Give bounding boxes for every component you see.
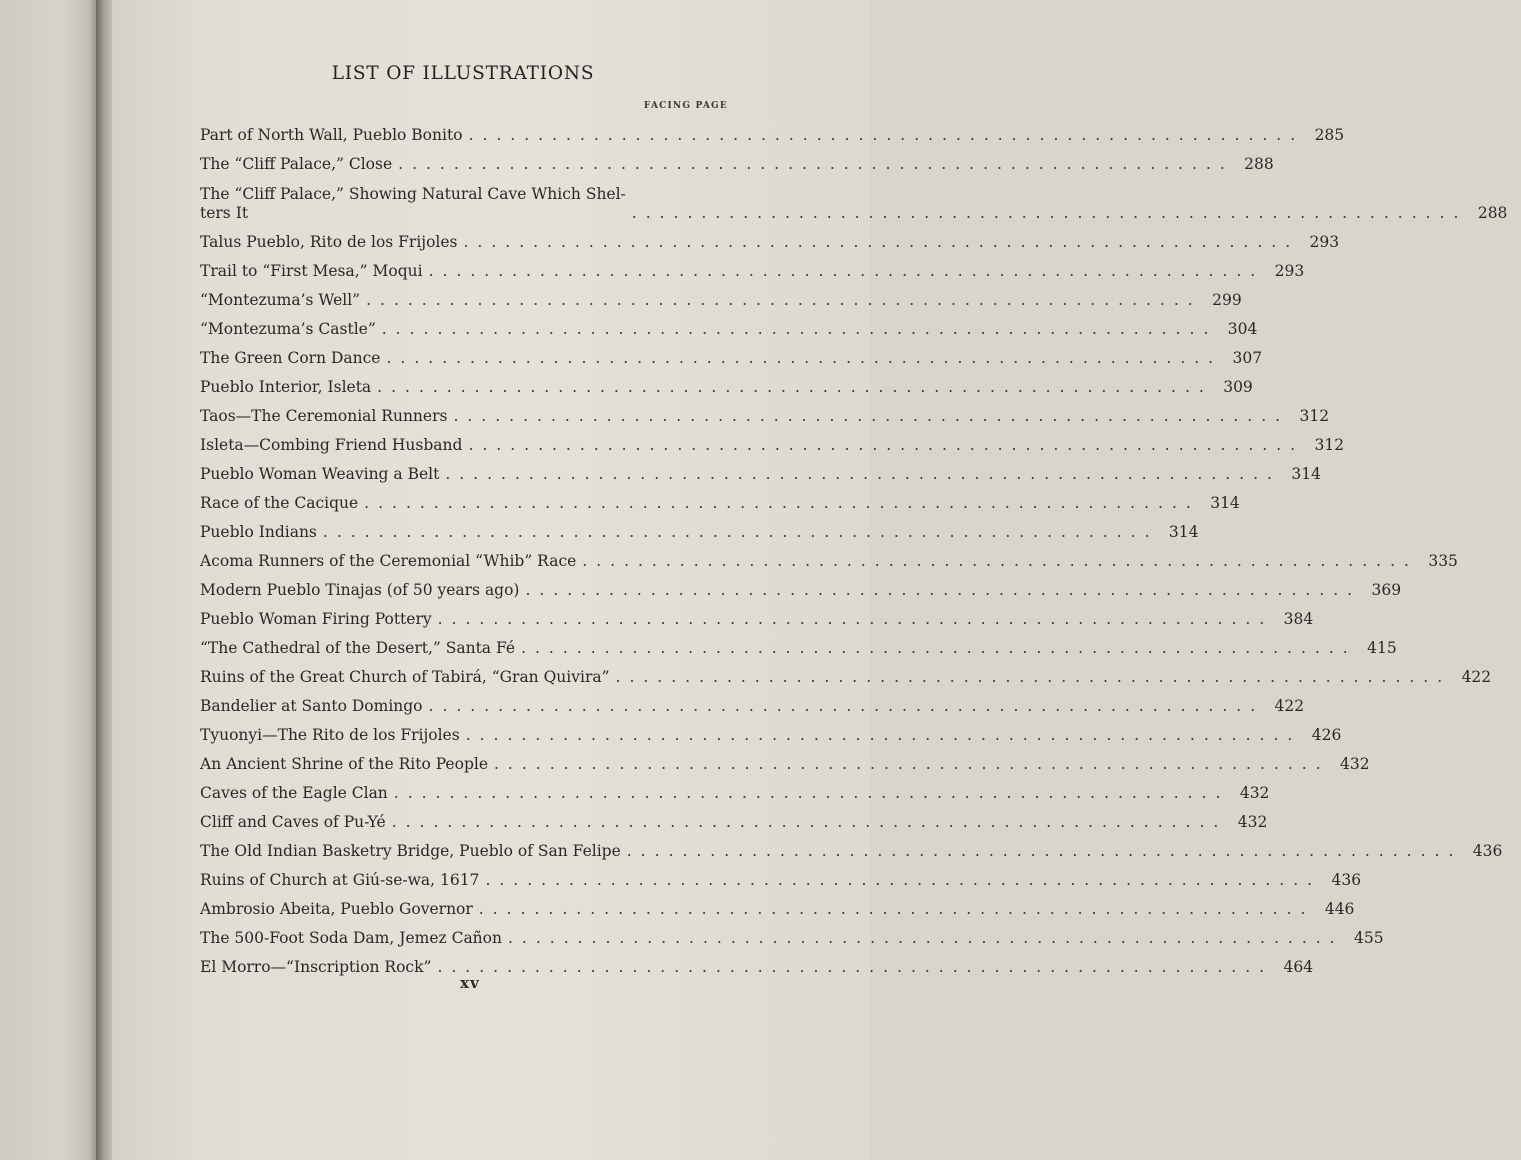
entry-page-number: 309 — [1223, 378, 1253, 396]
dot-leader: ............................................................ — [386, 349, 1223, 367]
entry-title: Race of the Cacique — [200, 494, 359, 512]
entry-title: Isleta—Combing Friend Husband — [200, 436, 463, 454]
entry-page-number: 422 — [1274, 697, 1305, 715]
entry-title: Modern Pueblo Tinajas (of 50 years ago) — [200, 581, 520, 599]
list-item — [200, 145, 1274, 174]
dot-leader: ............................................................ — [393, 784, 1230, 802]
list-item — [200, 455, 1321, 484]
list-item — [200, 600, 1314, 629]
dot-leader: ............................................................ — [381, 320, 1218, 338]
list-item — [200, 919, 1384, 948]
entry-title: The 500-Foot Soda Dam, Jemez Cañon — [200, 929, 502, 947]
list-item — [200, 890, 1355, 919]
dot-leader: ............................................................ — [377, 378, 1213, 396]
list-item — [200, 397, 1330, 426]
entry-page-number: 312 — [1299, 407, 1330, 425]
entry-page-number: 335 — [1428, 552, 1458, 570]
entry-title: “Montezuma’s Well” — [200, 291, 361, 309]
facing-page-header: FACING PAGE — [643, 101, 728, 111]
dot-leader: ............................................................ — [437, 958, 1274, 976]
list-item — [200, 716, 1342, 745]
dot-leader: ............................................................ — [391, 813, 1228, 831]
entry-page-number: 436 — [1331, 871, 1362, 889]
entry-title: Tyuonyi—The Rito de los Frijoles — [200, 726, 460, 744]
dot-leader: ............................................................ — [478, 900, 1315, 918]
dot-leader: ............................................................ — [615, 668, 1452, 686]
entry-page-number: 314 — [1210, 494, 1240, 512]
dot-leader: ............................................................ — [428, 697, 1265, 715]
entry-page-number: 285 — [1314, 126, 1345, 144]
entry-page-number: 293 — [1274, 262, 1305, 280]
entry-page-number: 432 — [1239, 784, 1270, 802]
entry-title: Trail to “First Mesa,” Moqui — [200, 262, 423, 280]
entry-page-number: 288 — [1477, 204, 1508, 222]
dot-leader: ............................................................ — [485, 871, 1322, 889]
entry-page-number: 314 — [1168, 523, 1199, 541]
entry-title: “The Cathedral of the Desert,” Santa Fé — [200, 639, 516, 657]
dot-leader: ............................................................ — [366, 291, 1202, 309]
entry-page-number: 436 — [1472, 842, 1503, 860]
list-item — [200, 658, 1492, 687]
list-item — [200, 687, 1305, 716]
entry-page-number: 384 — [1283, 610, 1314, 628]
left-page-edge — [0, 0, 100, 1160]
dot-leader: ............................................................ — [626, 842, 1463, 860]
entry-title: The Old Indian Basketry Bridge, Pueblo of San Felipe — [200, 842, 621, 860]
dot-leader: ............................................................ — [398, 155, 1234, 173]
dot-leader: ............................................................ — [521, 639, 1357, 657]
entry-page-number: 432 — [1340, 755, 1370, 773]
entry-title: Bandelier at Santo Domingo — [200, 697, 423, 715]
dot-leader: ............................................................ — [582, 552, 1418, 570]
dot-leader: ............................................................ — [364, 494, 1200, 512]
list-item — [200, 339, 1263, 368]
entry-title-line1: The “Cliff Palace,” Showing Natural Cave Which Shel- — [200, 185, 626, 203]
entry-title: The Green Corn Dance — [200, 349, 381, 367]
list-item — [200, 948, 1314, 977]
list-item — [200, 832, 1503, 861]
list-item — [200, 368, 1253, 397]
entry-title: Acoma Runners of the Ceremonial “Whib” Race — [200, 552, 577, 570]
list-item — [200, 252, 1305, 281]
entry-title-wrap — [200, 185, 626, 223]
page-folio: xv — [460, 974, 480, 992]
dot-leader: ............................................................ — [437, 610, 1274, 628]
dot-leader: ............................................................ — [525, 581, 1362, 599]
entry-title: El Morro—“Inscription Rock” — [200, 958, 432, 976]
entry-page-number: 299 — [1212, 291, 1242, 309]
entry-title: Cliff and Caves of Pu-Yé — [200, 813, 386, 831]
dot-leader: ............................................................ — [631, 204, 1468, 222]
list-item — [200, 281, 1242, 310]
entry-title: Pueblo Woman Firing Pottery — [200, 610, 432, 628]
entry-page-number: 415 — [1367, 639, 1397, 657]
list-item — [200, 774, 1270, 803]
entry-title: Taos—The Ceremonial Runners — [200, 407, 448, 425]
entry-title: Talus Pueblo, Rito de los Frijoles — [200, 233, 458, 251]
list-item — [200, 861, 1362, 890]
dot-leader: ............................................................ — [507, 929, 1344, 947]
list-item — [200, 803, 1268, 832]
list-item — [200, 484, 1240, 513]
entry-title: ters It — [200, 204, 249, 222]
list-item — [200, 629, 1397, 658]
entry-page-number: 369 — [1371, 581, 1402, 599]
dot-leader: ............................................................ — [468, 126, 1305, 144]
dot-leader: ............................................................ — [463, 233, 1300, 251]
list-item — [200, 571, 1402, 600]
dot-leader: ............................................................ — [428, 262, 1265, 280]
list-item — [200, 116, 1345, 145]
entry-page-number: 426 — [1311, 726, 1342, 744]
list-item — [200, 223, 1340, 252]
dot-leader: ............................................................ — [453, 407, 1290, 425]
entry-page-number: 312 — [1314, 436, 1345, 454]
dot-leader: ............................................................ — [322, 523, 1159, 541]
dot-leader: ............................................................ — [494, 755, 1330, 773]
entry-page-number: 293 — [1309, 233, 1340, 251]
entry-title: The “Cliff Palace,” Close — [200, 155, 393, 173]
entry-title: Part of North Wall, Pueblo Bonito — [200, 126, 463, 144]
list-item — [200, 513, 1199, 542]
entry-title: “Montezuma’s Castle” — [200, 320, 376, 338]
entry-title: Caves of the Eagle Clan — [200, 784, 388, 802]
entry-page-number: 432 — [1237, 813, 1268, 831]
list-item — [200, 174, 1508, 223]
illustrations-list — [200, 116, 1508, 977]
dot-leader: ............................................................ — [468, 436, 1305, 454]
list-item — [200, 745, 1370, 774]
entry-title: Pueblo Woman Weaving a Belt — [200, 465, 440, 483]
list-item — [200, 426, 1345, 455]
entry-title: Pueblo Indians — [200, 523, 317, 541]
entry-page-number: 288 — [1244, 155, 1274, 173]
dot-leader: ............................................................ — [465, 726, 1302, 744]
entry-page-number: 422 — [1461, 668, 1492, 686]
list-item — [200, 542, 1458, 571]
entry-title: Pueblo Interior, Isleta — [200, 378, 372, 396]
entry-page-number: 304 — [1227, 320, 1258, 338]
entry-page-number: 314 — [1291, 465, 1321, 483]
dot-leader: ............................................................ — [445, 465, 1281, 483]
entry-page-number: 446 — [1324, 900, 1355, 918]
entry-page-number: 464 — [1283, 958, 1314, 976]
entry-page-number: 307 — [1232, 349, 1263, 367]
entry-title: Ambrosio Abeita, Pueblo Governor — [200, 900, 473, 918]
entry-title: Ruins of the Great Church of Tabirá, “Gran Quivira” — [200, 668, 610, 686]
list-item — [200, 310, 1258, 339]
entry-title: Ruins of Church at Giú-se-wa, 1617 — [200, 871, 480, 889]
entry-page-number: 455 — [1354, 929, 1384, 947]
entry-title: An Ancient Shrine of the Rito People — [200, 755, 488, 773]
page-heading: LIST OF ILLUSTRATIONS — [331, 63, 595, 84]
